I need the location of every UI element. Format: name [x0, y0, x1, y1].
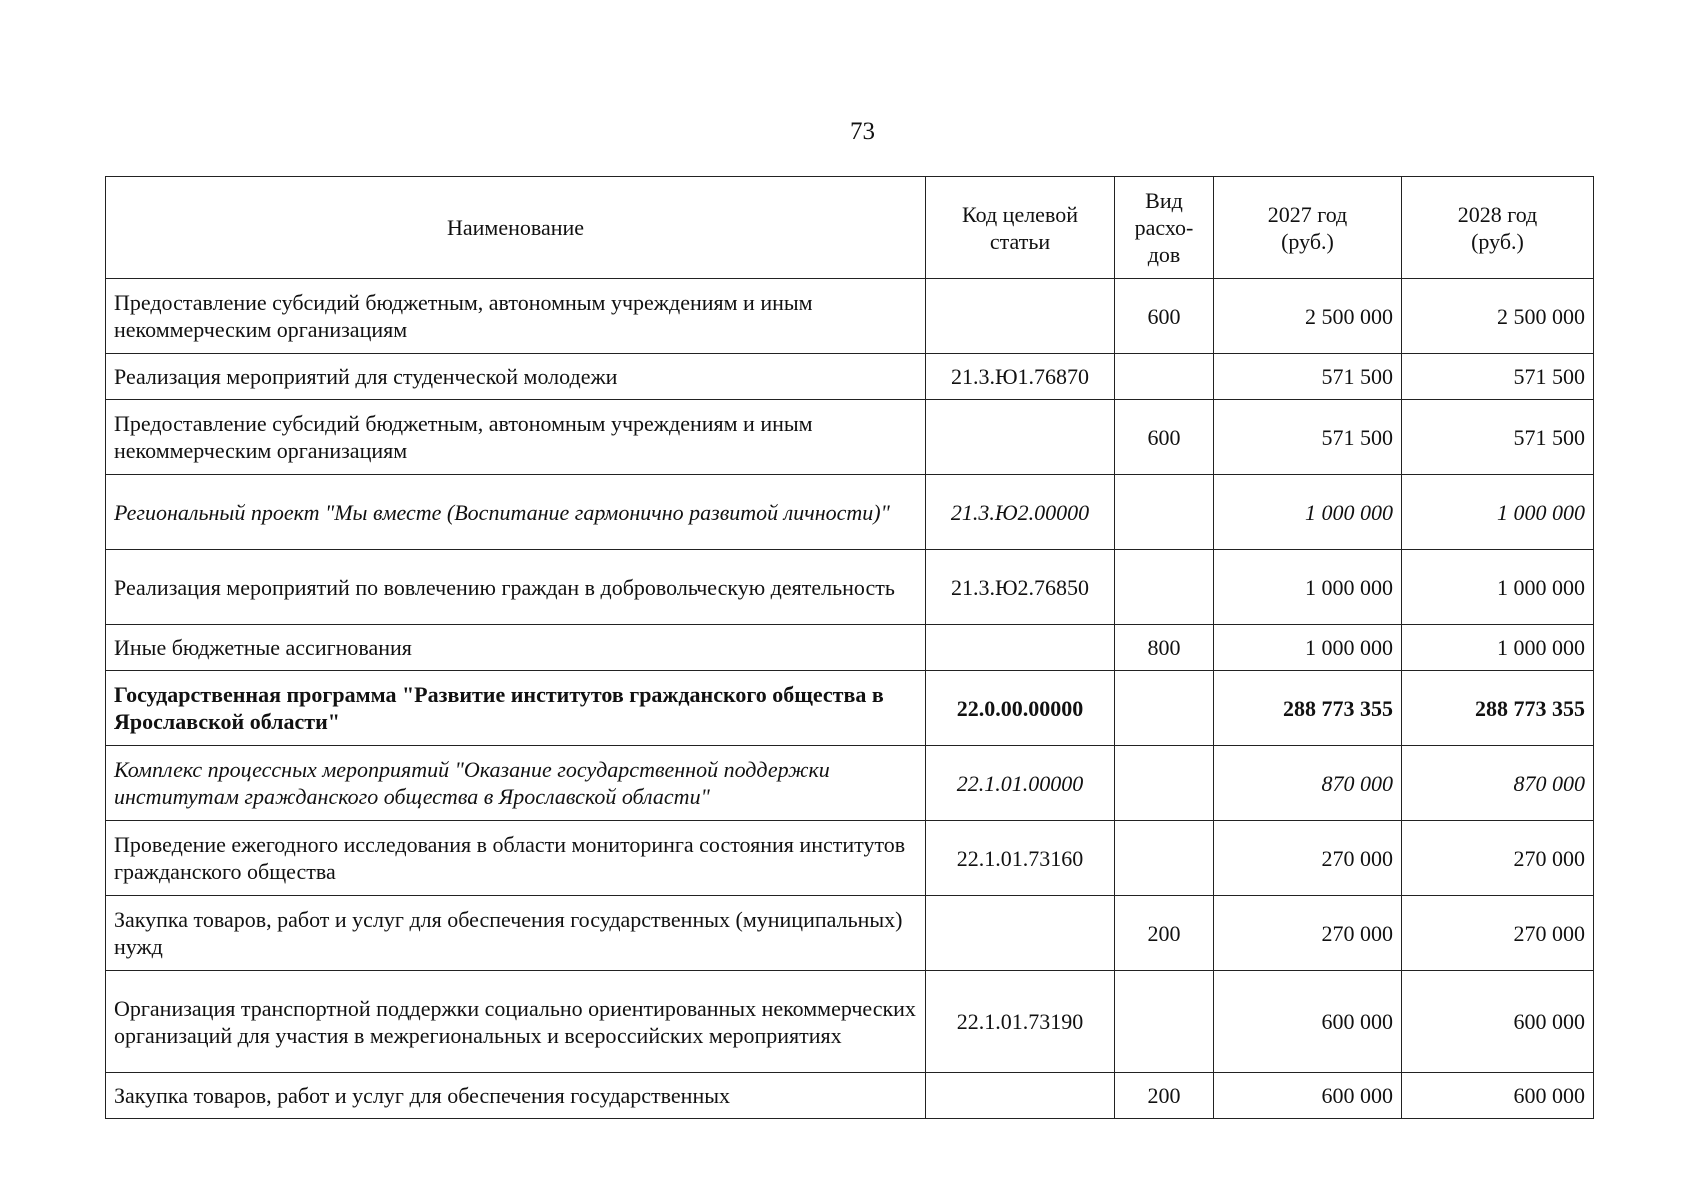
row-2028-cell: 2 500 000: [1402, 279, 1594, 354]
row-type-cell: 200: [1115, 1073, 1214, 1119]
row-2027-cell: 600 000: [1214, 971, 1402, 1073]
row-2027-cell: 288 773 355: [1214, 671, 1402, 746]
row-name-cell: Организация транспортной поддержки социально ориентированных некоммерческих организаций для участия в межрегиональных и всероссийских мероприятиях: [106, 971, 926, 1073]
row-type-cell: 800: [1115, 625, 1214, 671]
row-code-cell: 22.1.01.00000: [926, 746, 1115, 821]
row-code-cell: 21.3.Ю2.00000: [926, 475, 1115, 550]
header-2028: 2028 год (руб.): [1402, 177, 1594, 279]
row-type-cell: [1115, 746, 1214, 821]
row-2028-cell: 571 500: [1402, 354, 1594, 400]
table-row: [106, 971, 1594, 1073]
row-code-cell: 22.0.00.00000: [926, 671, 1115, 746]
row-2028-cell: 1 000 000: [1402, 625, 1594, 671]
row-code-cell: 21.3.Ю2.76850: [926, 550, 1115, 625]
row-type-cell: [1115, 821, 1214, 896]
table-row: [106, 354, 1594, 400]
row-2027-cell: 571 500: [1214, 354, 1402, 400]
budget-table: [105, 176, 1594, 1119]
table-row: [106, 671, 1594, 746]
row-2028-cell: 1 000 000: [1402, 550, 1594, 625]
header-type: Вид расхо- дов: [1115, 177, 1214, 279]
table-header-row: [106, 177, 1594, 279]
row-2028-cell: 600 000: [1402, 1073, 1594, 1119]
row-2028-cell: 1 000 000: [1402, 475, 1594, 550]
row-type-cell: 600: [1115, 279, 1214, 354]
row-type-cell: [1115, 971, 1214, 1073]
table-row: [106, 279, 1594, 354]
row-type-cell: 600: [1115, 400, 1214, 475]
row-2027-cell: 1 000 000: [1214, 475, 1402, 550]
row-name-cell: Предоставление субсидий бюджетным, автономным учреждениям и иным некоммерческим организациям: [106, 400, 926, 475]
row-name-cell: Закупка товаров, работ и услуг для обеспечения государственных: [106, 1073, 926, 1119]
header-2027: 2027 год (руб.): [1214, 177, 1402, 279]
row-type-cell: [1115, 475, 1214, 550]
row-2028-cell: 288 773 355: [1402, 671, 1594, 746]
row-type-cell: [1115, 550, 1214, 625]
table-row: [106, 1073, 1594, 1119]
row-2028-cell: 600 000: [1402, 971, 1594, 1073]
row-2027-cell: 1 000 000: [1214, 550, 1402, 625]
row-code-cell: 21.3.Ю1.76870: [926, 354, 1115, 400]
row-type-cell: [1115, 671, 1214, 746]
table-row: [106, 550, 1594, 625]
row-code-cell: [926, 896, 1115, 971]
header-code: Код целевой статьи: [926, 177, 1115, 279]
row-2027-cell: 870 000: [1214, 746, 1402, 821]
row-code-cell: 22.1.01.73190: [926, 971, 1115, 1073]
row-2028-cell: 571 500: [1402, 400, 1594, 475]
row-code-cell: [926, 400, 1115, 475]
row-2027-cell: 571 500: [1214, 400, 1402, 475]
row-name-cell: Региональный проект "Мы вместе (Воспитание гармонично развитой личности)": [106, 475, 926, 550]
page-number: 73: [850, 118, 875, 145]
row-2027-cell: 1 000 000: [1214, 625, 1402, 671]
table-row: [106, 400, 1594, 475]
row-2028-cell: 270 000: [1402, 896, 1594, 971]
row-code-cell: [926, 625, 1115, 671]
row-name-cell: Иные бюджетные ассигнования: [106, 625, 926, 671]
table-row: [106, 896, 1594, 971]
row-type-cell: 200: [1115, 896, 1214, 971]
row-name-cell: Реализация мероприятий для студенческой молодежи: [106, 354, 926, 400]
row-code-cell: [926, 1073, 1115, 1119]
row-2027-cell: 270 000: [1214, 821, 1402, 896]
row-name-cell: Реализация мероприятий по вовлечению граждан в добровольческую деятельность: [106, 550, 926, 625]
row-name-cell: Государственная программа "Развитие институтов гражданского общества в Ярославской области": [106, 671, 926, 746]
row-2027-cell: 2 500 000: [1214, 279, 1402, 354]
row-2028-cell: 270 000: [1402, 821, 1594, 896]
row-name-cell: Проведение ежегодного исследования в области мониторинга состояния институтов гражданского общества: [106, 821, 926, 896]
row-name-cell: Предоставление субсидий бюджетным, автономным учреждениям и иным некоммерческим организациям: [106, 279, 926, 354]
table-row: [106, 821, 1594, 896]
header-name: Наименование: [106, 177, 926, 279]
table-row: [106, 625, 1594, 671]
row-type-cell: [1115, 354, 1214, 400]
table-row: [106, 746, 1594, 821]
row-code-cell: [926, 279, 1115, 354]
row-name-cell: Комплекс процессных мероприятий "Оказание государственной поддержки институтам гражданского общества в Ярославской области": [106, 746, 926, 821]
row-name-cell: Закупка товаров, работ и услуг для обеспечения государственных (муниципальных) нужд: [106, 896, 926, 971]
table-row: [106, 475, 1594, 550]
row-2027-cell: 270 000: [1214, 896, 1402, 971]
row-code-cell: 22.1.01.73160: [926, 821, 1115, 896]
row-2028-cell: 870 000: [1402, 746, 1594, 821]
row-2027-cell: 600 000: [1214, 1073, 1402, 1119]
